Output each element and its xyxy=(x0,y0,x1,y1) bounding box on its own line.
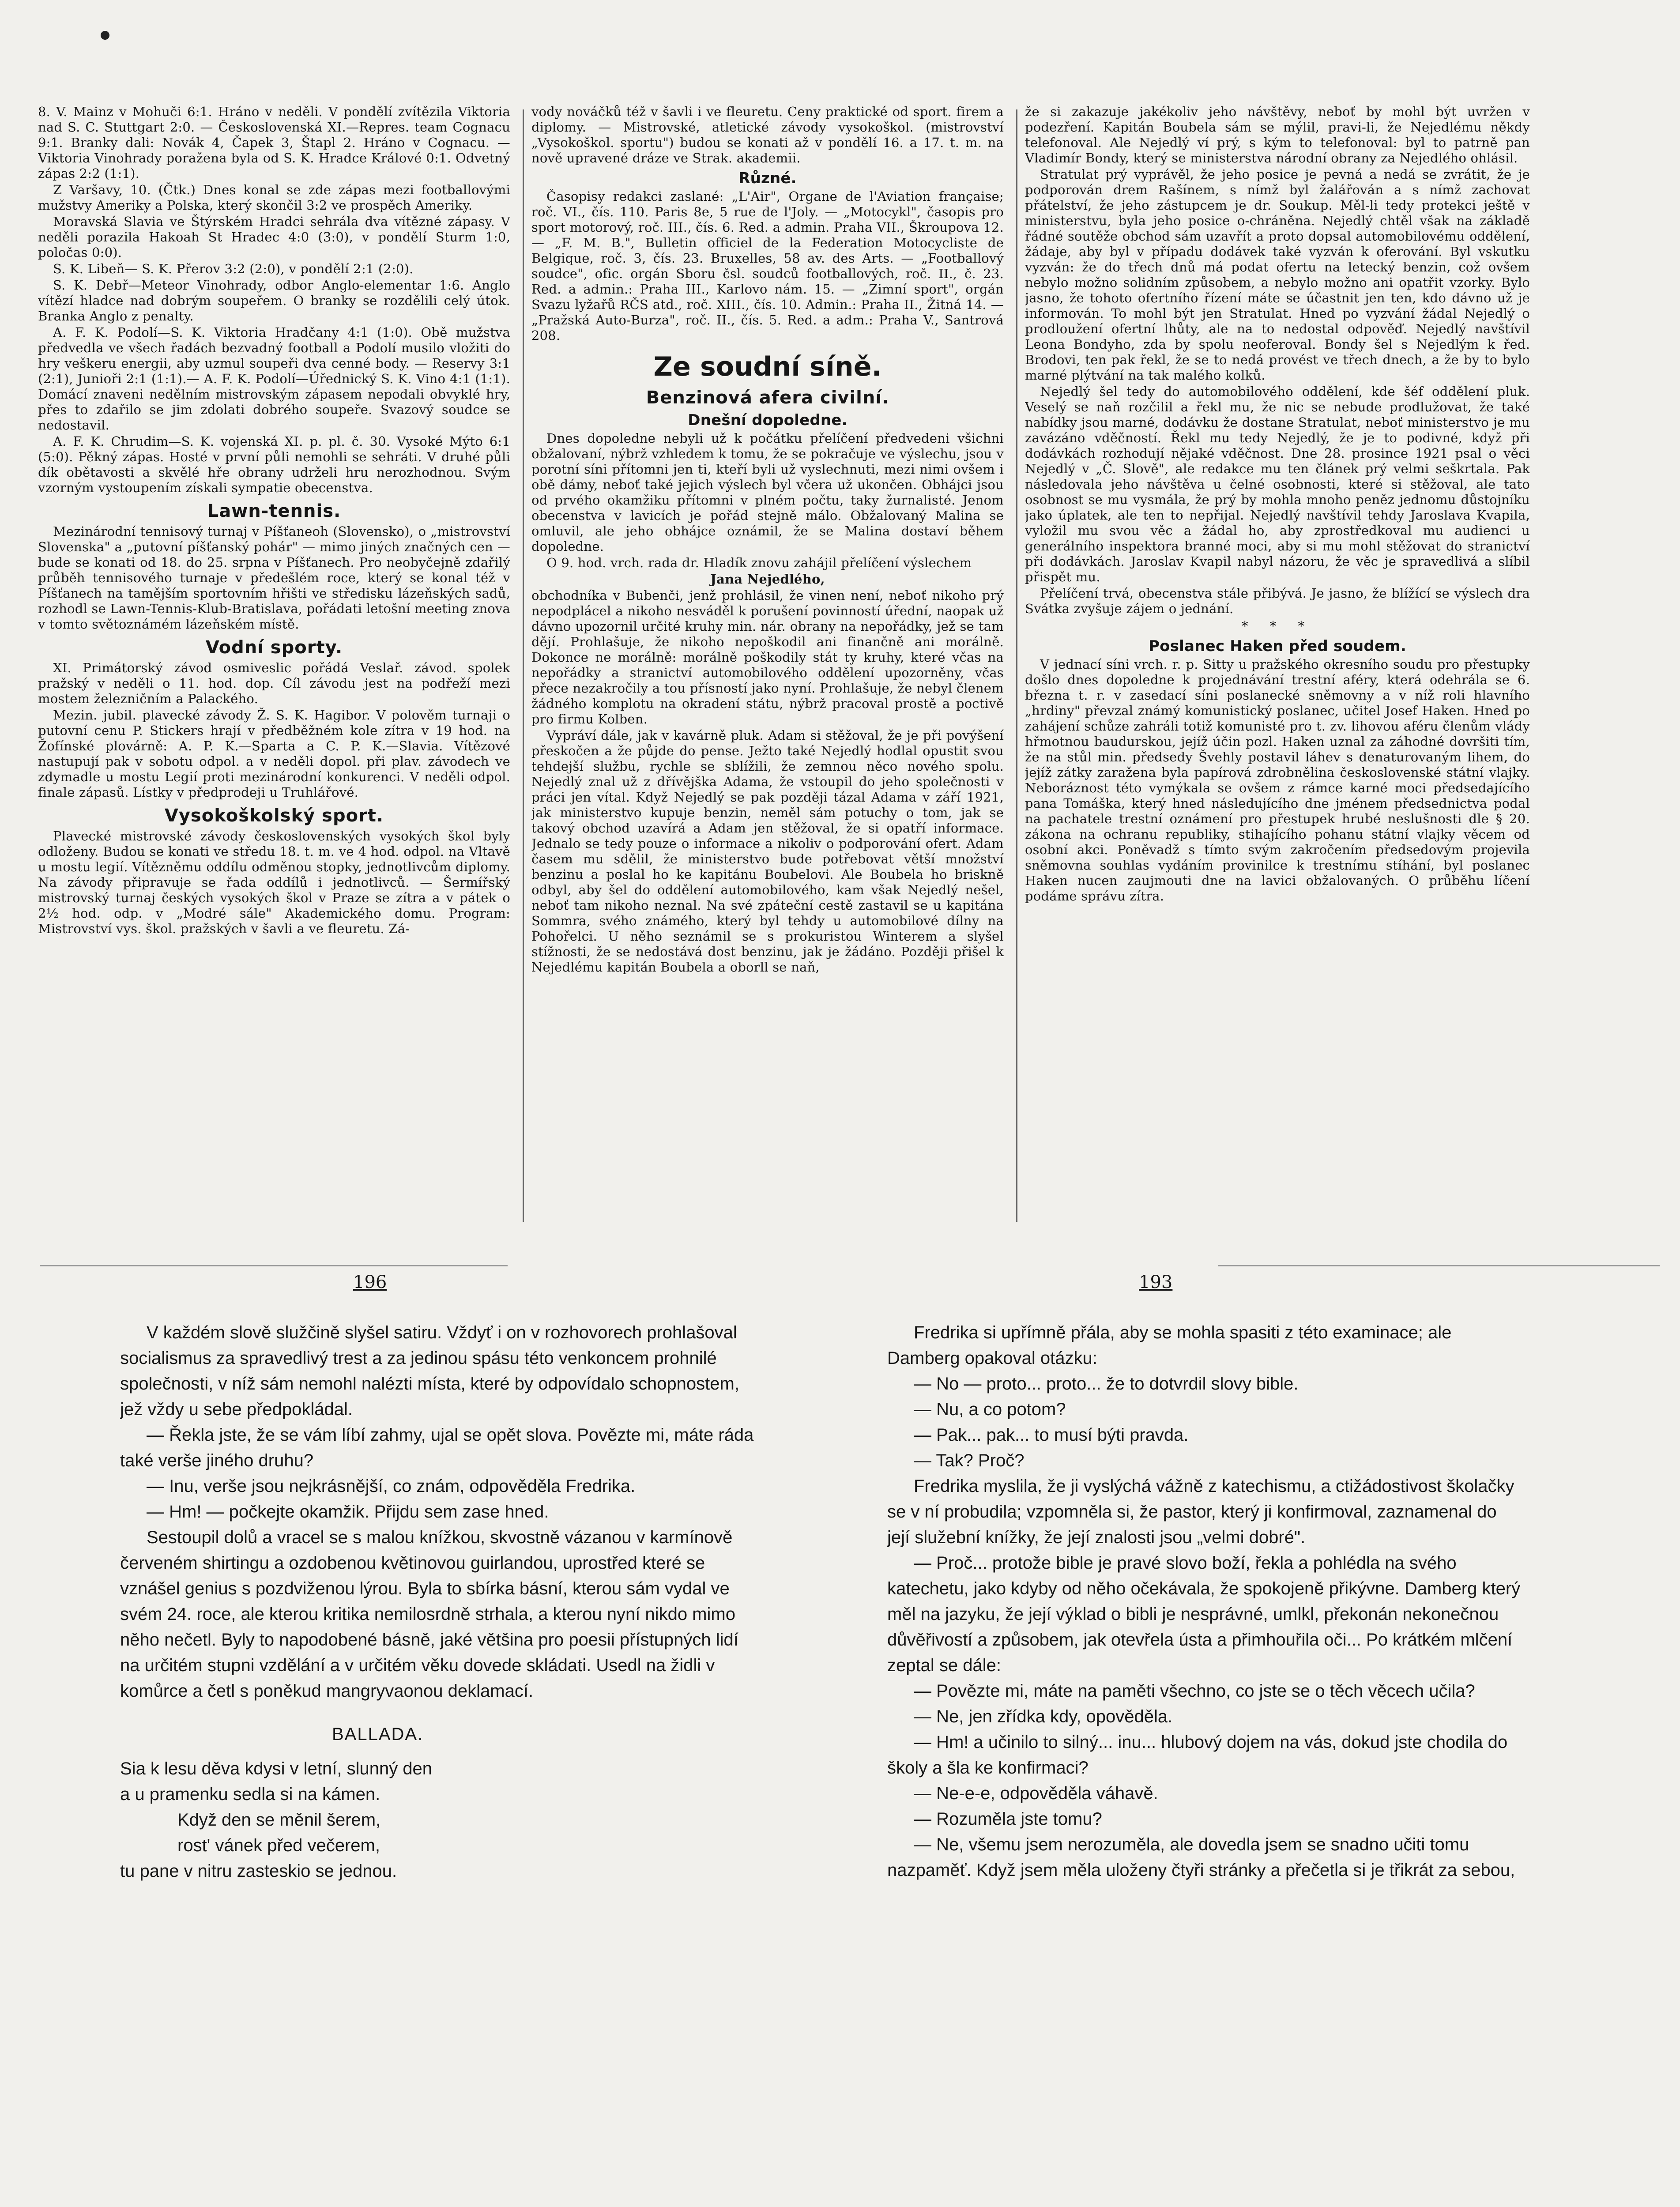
book-paragraph: — Inu, verše jsou nejkrásnější, co znám, odpověděla Fredrika. xyxy=(147,1476,636,1496)
article-paragraph: 8. V. Mainz v Mohuči 6:1. Hráno v neděli. V pondělí zvítězila Viktoria nad S. C. Stuttgart 2:0. — Československá XI.—Repres. team Cognacu 9:1. Branky dali: Novák 4, Čapek 3, Štapl 2. Hráno v Cognacu. — Viktoria Vinohrady poražena byla od S. K. Hradce Králové 0:1. Odvetný zápas 2:2 (1:1). xyxy=(38,104,510,181)
book-paragraph: V každém slově služčině slyšel satiru. Vždyť i on v rozhovorech prohlašoval socialismus za spravedlivý trest a za jedinou spásu této venkoncem prohnilé společnosti, v níž sám nemohl nalézti místa, které by odpovídalo schopnostem, jež vždy u sebe předpokládal. xyxy=(120,1323,739,1419)
poem xyxy=(120,1756,760,1884)
poem-line: rost' vánek před večerem, xyxy=(177,1836,380,1855)
article-paragraph: vody nováčků též v šavli i ve fleuretu. Ceny praktické od sport. firem a diplomy. — Mistrovské, atletické závody vysokoškol. (mistrovství „Vysokoškol. sportu") budou se konati až v pondělí 16. a 17. t. m. na nově upravené dráze ve Strak. akademii. xyxy=(531,104,1004,166)
book-paragraph: — Povězte mi, máte na paměti všechno, co jste se o těch věcech učila? xyxy=(914,1681,1475,1701)
book-paragraph: — Tak? Proč? xyxy=(914,1451,1025,1470)
article-paragraph: S. K. Debř—Meteor Vinohrady, odbor Anglo-elementar 1:6. Anglo vítězí hladce nad dobrým soupeřem. O branky se rozdělili celý útok. Branka Anglo z penalty. xyxy=(38,278,510,324)
ballad-title: BALLADA. xyxy=(332,1725,424,1744)
column-court-continued xyxy=(1025,104,1530,1225)
article-paragraph: Časopisy redakci zaslané: „L'Air", Organe de l'Aviation française; roč. VI., čís. 110. Paris 8e, 5 rue de l'Joly. — „Motocykl", časopis pro sport motorový, roč. III., čís. 6. Red. a admin. Praha VII., Škroupova 12. — „F. M. B.", Bulletin officiel de la Federation Motocycliste de Belgique, roč. 3, čís. 23. Bruxelles, 58 av. des Arts. — „Footballový soudce", ofic. orgán Sboru čsl. soudců footballových, roč. II., č. 23. Red. a admin.: Praha III., Karlovo nám. 15. — „Zimní sport", orgán Svazu lyžařů RČS atd., roč. XIII., čís. 10. Admin.: Praha II., Žitná 14. — „Pražská Auto-Burza", roč. II., čís. 5. Red. a adm.: Praha V., Santrová 208. xyxy=(531,189,1004,343)
book-paragraph: Sestoupil dolů a vracel se s malou knížkou, skvostně vázanou v karmínově červeném shirtingu a ozdobenou květinovou guirlandou, uprostřed které se vznášel genius s pozdviženou lýrou. Byla to sbírka básní, kterou sám vydal ve svém 24. roce, ale kterou kritika nemilosrdně strhala, a kterou nyní nikdo mimo něho nečetl. Byly to napodobené básně, jaké většina pro poesii přístupných lidí na určitém stupni vzdělání a v určitém věku dovede skládati. Usedl na židli v komůrce a četl s poněkud mangryvaonou deklamací. xyxy=(120,1528,738,1701)
rule-right xyxy=(1218,1265,1660,1266)
column-sports xyxy=(38,104,510,1225)
article-paragraph: Přelíčení trvá, obecenstva stále přibývá. Je jasno, že blížící se výslech dra Svátka zvyšuje zájem o jednání. xyxy=(1025,586,1530,616)
article-paragraph: Jana Nejedlého, xyxy=(710,572,825,587)
section-heading: Různé. xyxy=(738,169,797,187)
article-paragraph: XI. Primátorský závod osmiveslic pořádá Veslař. závod. spolek pražský v neděli o 11. hod. dop. Cíl závodu jest na podřeží mezi mostem železničním a Palackého. xyxy=(38,660,510,706)
book-page-left xyxy=(120,1320,760,2207)
article-paragraph: V jednací síni vrch. r. p. Sitty u pražského okresního soudu pro přestupky došlo dnes dopoledne k projednávání trestní aféry, která odehrála se 6. března t. r. v zasedací síni poslanecké sněmovny a v níž roli hlavního „hrdiny" převzal známý komunistický poslanec, učitel Josef Haken. Hned po zahájení schůze zahráli totiž komunisté pro t. zv. lihovou aféru členům vlády hřmotnou baudurskou, jejíž účin pozl. Haken uznal za záhodné dovršiti tím, že na stůl min. předsedy Švehly postavil láhev s denaturovaným lihem, do jejíž zátky zaražena byla papírová zdrobnělina československé státní vlajky. Neboráznost této vymýkala se ovšem z rámce karné moci předsedajícího pana Tomáška, který hned následujícího dne jménem předsednictva podal na pachatele trestní oznámení pro přestupek hrubé neslušnosti dle § 20. zákona na ochranu republiky, stihajícího pohanu státní vlajky věcem od osobní akci. Poněvadž s tímto svým zakročením předsedovým projevila sněmovna souhlas vydáním provinilce k trestnímu stíhání, byl poslanec Haken nucen zaujmouti dne na lavici obžalovaných. O průběhu líčení podáme správu zítra. xyxy=(1025,657,1530,904)
article-paragraph: Z Varšavy, 10. (Čtk.) Dnes konal se zde zápas mezi footballovými mužstvy Ameriky a Polska, který skončil 3:2 ve prospěch Ameriky. xyxy=(38,182,510,213)
newspaper-clipping xyxy=(38,104,1530,1225)
book-paragraph: — Proč... protože bible je pravé slovo boží, řekla a pohlédla na svého katechetu, jako kdyby od něho očekávala, že spokojeně přikývne. Damberg který měl na jazyku, že její výklad o bibli je nesprávné, umlkl, překonán nekonečnou důvěřivostí a způsobem, jak otevřela ústa a přimhouřila oči... Po krátkém mlčení zeptal se dále: xyxy=(887,1553,1521,1675)
page-number-right: 193 xyxy=(1139,1272,1173,1292)
poem-line: a u pramenku sedla si na kámen. xyxy=(120,1785,380,1804)
article-paragraph: Mezin. jubil. plavecké závody Ž. S. K. Hagibor. V polověm turnaji o putovní cenu P. Stickers hrají v předběžném kole zítra v 19 hod. na Žofínské plovárně: A. P. K.—Sparta a C. P. K.—Slavia. Vítězové nastupují pak v sobotu odpol. a v neděli dopol. při plav. závodech ve zdymadle u mostu Legií proti mezinárodní konkurenci. V neděli odpol. finale zápasů. Lístky v předprodeji u Truhlářové. xyxy=(38,708,510,800)
section-heading: Benzinová afera civilní. xyxy=(646,388,889,408)
article-paragraph: Nejedlý šel tedy do automobilového oddělení, kde šéf oddělení pluk. Veselý se naň rozčilil a řekl mu, že nic se nebude prodlužovat, že také nabídky jsou marné, dodávku že dostane Stratulat, neboť ministerstvo je mu zavázáno vděčností. Řekl mu tedy Nejedlý, že je to podivné, když při dodávkách rozhodují nějaké vděčnost. Dne 28. prosince 1921 psal o věci Nejedlý v „Č. Slově", ale redakce mu ten článek prý velmi seškrtala. Pak následovala jeho návštěva u čelné osobnosti, které si stěžoval, ale tato osobnost se mu vysmála, že prý by mohla mnoho peněz jednomu důstojníku jako úplatek, ale ten to nepřijal. Nejedlý navštívil tehdy Jaroslava Kvapila, vyložil mu svou věc a žádal ho, aby zprostředkoval mu audienci u generálního inspektora branné moci, aby si mu mohl stěžovat do stranictví při dodávkách. Jaroslav Kvapil nabyl názoru, že věc je spravedlivá a slíbil přispět mu. xyxy=(1025,384,1530,584)
article-paragraph: O 9. hod. vrch. rada dr. Hladík znovu zahájil přelíčení výslechem xyxy=(546,555,972,570)
section-heading: Vysokoškolský sport. xyxy=(164,806,384,826)
article-paragraph: obchodníka v Bubenči, jenž prohlásil, že vinen není, neboť nikoho prý nepodplácel a nikoho nesváděl k porušení povinností úřední, naopak už dávno upozornil určité kruhy min. nár. obrany na nepořádky, jež se tam dějí. Prohlašuje, že nikoho nepoškodil ani finančně ani morálně. Dokonce ne morálně: morálně poškodily stát ty kruhy, které včas na nepořádky a stranictví automobilového oddělení upozorněny, včas přece nezakročily a tou přísností jako nyní. Prohlašuje, že nebyl členem žádného komplotu na okradení státu, nýbrž pracoval prostě a poctivě pro firmu Kolben. xyxy=(531,588,1004,727)
article-paragraph: * * * xyxy=(1242,618,1313,633)
book-paragraph: — Hm! a učinilo to silný... inu... hlubový dojem na vás, dokud jste chodila do školy a šla ke konfirmaci? xyxy=(887,1732,1508,1778)
article-paragraph: Stratulat prý vyprávěl, že jeho posice je pevná a nedá se zvrátit, že je podporován drem Rašínem, s nímž byl žalářován a s nímž zachovat přátelství, že jeho zástupcem je dr. Soukup. Měl-li tedy protekci ještě v ministerstvu, byla jeho posice o-chráněna. Nejedlý chtěl však na základě řádné soutěže obchod sám uzavřít a proto dopsal automobilovému oddělení, žádaje, aby byl v případu dodávek také vyzván k oferování. Byl vskutku vyzván: že do třech dnů má podat ofertu na letecký benzin, což ovšem nebylo možno solidním způsobem, a nebylo možno ani opatřit vzorky. Bylo jasno, že tohoto ofertního řízení máte se účastnit jen ten, kdo dávno už je informován. To mohl být jen Stratulat. Hned po vyzvání žádal Nejedlý o prodloužení ofertní lhůty, ale na to nedostal odpověď. Nejedlý navštívil Leona Bondyho, zda by spolu neoferoval. Bondy šel s Nejedlým k řed. Brodovi, ten pak řekl, že se to nedá provést ve třech dnech, a že by to bylo marné plýtvání na tak malého kolků. xyxy=(1025,167,1530,383)
book-paragraph: — Pak... pak... to musí býti pravda. xyxy=(914,1425,1189,1445)
article-paragraph: Mezinárodní tennisový turnaj v Píšťaneoh (Slovensko), o „mistrovství Slovenska" a „putovní píšťanský pohár" — mimo jiných značných cen — bude se konati od 18. do 25. srpna v Píšťanech. Pro neobyčejně zdařilý průběh tennisového turnaje v předešlém roce, který se konal též v Píšťanech na tamějším sportovním hřišti ve středisku lázeňských sadů, rozhodl se Lawn-Tennis-Klub-Bratislava, pořádati letošní meeting znova v tomto světoznámém lázeňském místě. xyxy=(38,524,510,632)
page-number-left: 196 xyxy=(353,1272,387,1292)
book-paragraph: Fredrika myslila, že ji vyslýchá vážně z katechismu, a ctižádostivost školačky se v ní probudila; vzpomněla si, že pastor, který ji konfirmoval, zaznamenal do její služební knížky, že její znalosti jsou „velmi dobré". xyxy=(887,1476,1514,1547)
article-paragraph: S. K. Libeň— S. K. Přerov 3:2 (2:0), v pondělí 2:1 (2:0). xyxy=(53,261,414,276)
poem-line: Sia k lesu děva kdysi v letní, slunný den xyxy=(120,1759,433,1778)
book-paragraph: — Ne, všemu jsem nerozuměla, ale dovedla jsem se snadno učiti tomu nazpaměť. Když jsem měla uloženy čtyři stránky a přečetla si je třikrát za sebou, xyxy=(887,1835,1515,1880)
book-paragraph: — Ne, jen zřídka kdy, opověděla. xyxy=(914,1707,1173,1726)
article-paragraph: Vypráví dále, jak v kavárně pluk. Adam si stěžoval, že je při povýšení přeskočen a že půjde do pense. Ježto také Nejedlý hodlal opustit svou tehdejší službu, rychle se sblížili, že zemnou něco nového spolu. Nejedlý znal už z dřívějška Adama, že vstoupil do jeho společnosti v práci jen vítal. Když Nejedlý se pak později tázal Adama v září 1921, jak ministerstvo kupuje benzin, neměl sám potuchy o tom, jak se takový obchod uzavírá a Adam jen stěžoval, že si opatří informace. Jednalo se tedy pouze o informace a nikoliv o podporování ofert. Adam časem mu sdělil, že ministerstvo bude potřebovat větší množství benzinu a poslal ho ke kapitánu Boubelovi. Ale Boubela ho briskně odbyl, aby šel do oddělení automobilového, kam však Nejedlý nešel, neboť tam nikoho neznal. Na své zpáteční cestě zastavil se u kapitána Sommra, svého známého, který byl tehdy u automobilové dílny na Pohořelci. U něho seznámil se s prokuristou Winterem a slyšel stížnosti, že se nedostává dost benzinu, jak je žádáno. Později přišel k Nejedlému kapitán Boubela a oborll se naň, xyxy=(531,728,1004,975)
book-paragraph: Fredrika si upřímně přála, aby se mohla spasiti z této examinace; ale Damberg opakoval otázku: xyxy=(887,1323,1452,1368)
article-paragraph: Dnes dopoledne nebyli už k počátku přelíčení předvedeni všichni obžalovaní, nýbrž vzhledem k tomu, že se pokračuje ve výslechu, jsou v porotní síni přítomni jen ti, kteří byli už vyslechnuti, mezi nimi ovšem i obě dámy, neboť také jejich výslech byl včera už ukončen. Obhájci jsou od prvého okamžiku přítomni v plném počtu, taky žurnalisté. Jenom obecenstva v lavicích je pořád stejně málo. Obžalovaný Malina se omluvil, ale jeho obhájce oznámil, že se Malina dostaví během dopoledne. xyxy=(531,431,1004,554)
poem-line: Když den se měnil šerem, xyxy=(177,1810,381,1830)
article-paragraph: Plavecké mistrovské závody československých vysokých škol byly odloženy. Budou se konati ve středu 18. t. m. ve 4 hod. odpol. na Vltavě u mostu legií. Vítězněmu oddílu odměnou stopky, jednotlivcům diplomy. Na závody připravuje se řada oddílů i jednotlivců. — Šermířský mistrovský turnaj českých vysokých škol v Praze se zítra a v pátek o 2½ hod. odp. v „Modré sále" Akademického domu. Program: Mistrovství vys. škol. pražských v šavli a ve fleuretu. Zá- xyxy=(38,829,510,936)
book-paragraph: — Řekla jste, že se vám líbí zahmy, ujal se opět slova. Povězte mi, máte ráda také verše jiného druhu? xyxy=(120,1425,754,1470)
book-paragraph: — No — proto... proto... že to dotvrdil slovy bible. xyxy=(914,1374,1299,1393)
article-paragraph: že si zakazuje jakékoliv jeho návštěvy, neboť by mohl být uvržen v podezření. Kapitán Boubela sám se mýlil, pravi-li, že Nejedlému někdy telefonoval. Ale Nejedlý ví prý, s kým to telefonoval: byl to patrně pan Vladimír Bondy, který se ministerstva národní obrany za Nejedlého ohlásil. xyxy=(1025,104,1530,166)
section-heading: Lawn-tennis. xyxy=(207,501,341,521)
section-heading: Dnešní dopoledne. xyxy=(688,411,848,429)
book-paragraph: — Hm! — počkejte okamžik. Přijdu sem zase hned. xyxy=(147,1502,549,1522)
section-heading: Vodní sporty. xyxy=(205,637,343,658)
column-divider xyxy=(523,109,524,1222)
book-page-right xyxy=(887,1320,1523,2207)
article-paragraph: A. F. K. Chrudim—S. K. vojenská XI. p. pl. č. 30. Vysoké Mýto 6:1 (5:0). Pěkný zápas. Hosté v první půli nemohli se sehráti. V druhé půli dík obětavosti a skvělé hře obrany udrželi hru nerozhodnou. Svým vzorným vystoupením získali sympatie obecenstva. xyxy=(38,434,510,495)
ink-dot xyxy=(101,31,109,40)
book-paragraph: — Rozuměla jste tomu? xyxy=(914,1809,1102,1829)
book-paragraph: — Nu, a co potom? xyxy=(914,1400,1066,1419)
section-heading: Ze soudní síně. xyxy=(653,351,882,382)
column-court xyxy=(531,104,1004,1225)
column-divider xyxy=(1016,109,1017,1222)
section-heading: Poslanec Haken před soudem. xyxy=(1149,637,1406,655)
article-paragraph: Moravská Slavia ve Štýrském Hradci sehrála dva vítězné zápasy. V neděli porazila Hakoah St Hradec 4:0 (3:0), v pondělí Sturm 1:0, poločas 0:0). xyxy=(38,214,510,260)
poem-line: tu pane v nitru zasteskio se jednou. xyxy=(120,1861,397,1881)
book-paragraph: — Ne-e-e, odpověděla váhavě. xyxy=(914,1784,1158,1803)
article-paragraph: A. F. K. Podolí—S. K. Viktoria Hradčany 4:1 (1:0). Obě mužstva předvedla ve všech řadách bezvadný football a Podolí musilo vložiti do hry veškeru energii, aby uzmul soupeři dva cenné body. — Reservy 3:1 (2:1), Junioři 2:1 (1:1).— A. F. K. Podolí—Úřednický S. K. Vino 4:1 (1:1). Domácí znaveni nedělním mistrovským zápasem nepodali obvyklé hry, přes to zdařilo se jim zdolati dobrého soupeře. Svazový soudce se nedostavil. xyxy=(38,325,510,433)
rule-left xyxy=(40,1265,508,1266)
